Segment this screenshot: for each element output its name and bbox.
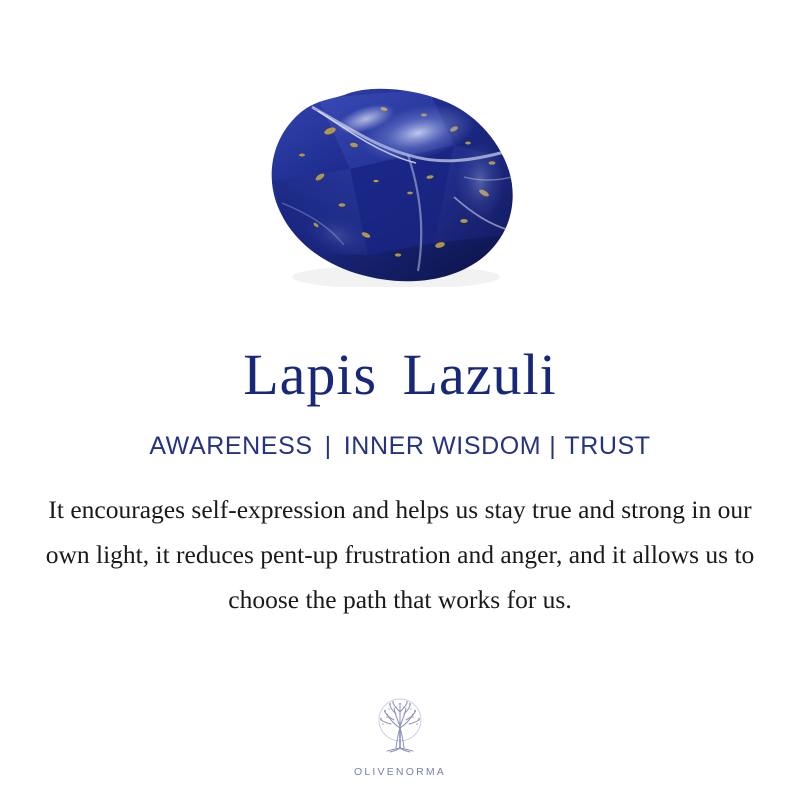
keyword-list bbox=[147, 432, 652, 461]
tree-of-life-icon bbox=[363, 690, 437, 764]
keyword-separator-2: | bbox=[549, 432, 557, 460]
brand-name: OLIVENORMA bbox=[353, 766, 446, 778]
brand-block bbox=[0, 690, 800, 778]
crystal-title: Lapis Lazuli bbox=[243, 342, 557, 407]
crystal-description: It encourages self-expression and helps us stay true and strong in our own light, it reduces pent-up frustration and anger, and it allows us to choose the path that works for us. bbox=[45, 495, 755, 614]
keyword-awareness: AWARENESS bbox=[149, 432, 313, 460]
keyword-trust: TRUST bbox=[564, 432, 651, 460]
stone-image-container bbox=[0, 0, 800, 330]
keyword-separator-1: | bbox=[324, 432, 332, 460]
lapis-lazuli-stone-image bbox=[258, 85, 526, 287]
keyword-inner-wisdom: INNER WISDOM bbox=[343, 432, 542, 460]
